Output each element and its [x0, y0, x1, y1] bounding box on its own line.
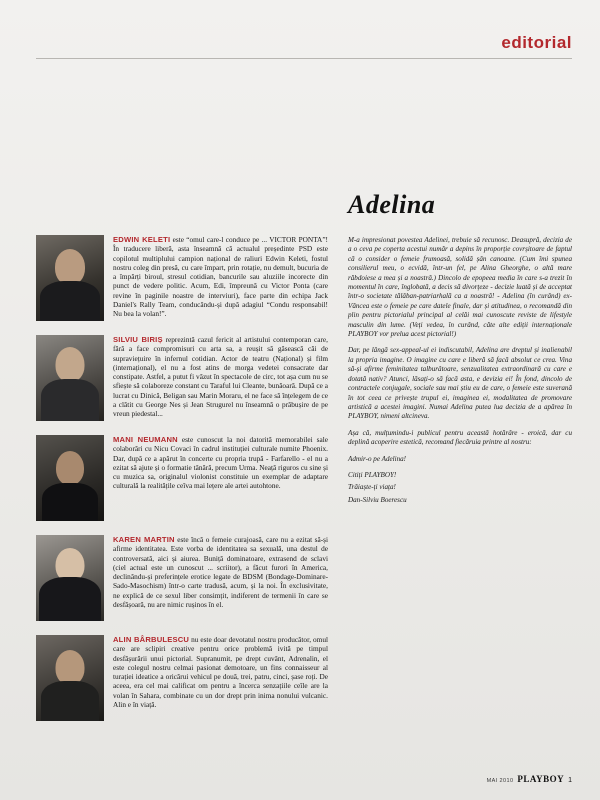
editorial-closing-line-2: Trăiaște-ți viața!	[348, 483, 396, 492]
contributor-bio	[113, 535, 328, 609]
contributor-name: EDWIN KELETI	[113, 235, 171, 244]
contributor-bio	[113, 235, 328, 319]
contributor-name: SILVIU BIRIȘ	[113, 335, 163, 344]
footer-issue-date: MAI 2010	[486, 778, 514, 784]
portrait-mani-neumann	[36, 435, 104, 521]
list-item	[36, 535, 328, 621]
portrait-karen-martin	[36, 535, 104, 621]
list-item	[36, 635, 328, 721]
portrait-edwin-keleti	[36, 235, 104, 321]
contributor-bio	[113, 435, 328, 491]
footer-page-number: 1	[568, 777, 572, 784]
contributor-text: este cunoscut la noi datorită memorabilei sale colaborări cu Nicu Covaci în cadrul instituției culturale numite Phoenix. Dar, după ce a apărut în concerte cu propria trupă - Farfarello - el nu a ezitat să ajute și o formatie tânără, precum Urma. Neațâ riguros cu sine și cu muzica sa, originalul violonist constituie un exemplar de adaptare culturală la realitățile ceîva mai lețere ale artei autohtone.	[113, 435, 328, 491]
contributor-text: reprezintă cazul fericit al artistului contemporan care, fără a face compromisuri cu arta sa, a reușit să găsească căi de supraviețuire în infernul cotidian. Actor de teatru (Național) și film (internațional), el nu a fost atins de morga vedetei consacrate dar constipate. Astfel, a putut fi văzut în spectacole de circ, tot așa cum nu se sfiește să colaboreze constant cu Taraful lui Cleante, bunăoară. După ce a lucrat cu Dinică, Beligan sau Marin Moraru, el ne face să înțelegem de ce a clătit cu George Nes și Jean Strugurel nu înseamnă o prăbușire de pe vreun piedestal...	[113, 335, 328, 419]
header-divider	[36, 58, 572, 59]
editorial-paragraph: M-a impresionat povestea Adelinei, trebuie să recunosc. Deasupră, decizia de a o ceva pe coperta acestui număr a depins în proporție covrșitoare de faptul că o consider o femeie frumoasă, solidă șân canoane. (Cum îmi spunea consilierul meu, o ecvidă, într-un fel, pe Alina Gheorghe, o altă mare răbdoiese a mea și a noastră.) Dincolo de epopeea media în care s-a trezit în momentul în care, înglobată, a decis să divorțeze - decizie luată și de acceptat într-o societate tălâban-patriarhală ca a noastră! - Adelina (în curând) ex-Văncea este o femeie pe care datele finale, dar și atitudinea, o recomandă din plin pentru pictorialul principal al celăi mai cunoscute reviste de lifestyle masculin din lume. (Veți vedea, în curând, căte alte ediții internaționale PLAYBOY vor prelua acest pictorial!)	[348, 236, 572, 339]
page-footer	[487, 774, 572, 784]
contributor-name: KAREN MARTIN	[113, 535, 175, 544]
contributor-text: este “omul care-l conduce pe ... VICTOR PONTA”! În traducere liberă, asta înseamnă că actualul președinte PSD este copilotul multiplului campion național de raliuri Edwin Keleti, fostul nostru coleg din presă, cu care împart, prin rotație, nu demult, bucuria de a împărți biroul, stresul cotidian, bancurile sau aluziile incorecte din punct de vedere politic. Acum, Edi, împreună cu Victor Ponta (care revine în paginile noastre de interviuri), face parte din echipa Jack Daniel's Rally Team, conducându-și după adagiul “Condu responsabil! Nu bea la volan!”.	[113, 235, 328, 319]
editorial-paragraph: Dar, pe lângă sex-appeal-ul ei indiscutabil, Adelina are dreptul și inalienabil la propria imagine. O imagine cu care e liberă să facă absolut ce crea. Vina să-și afirme feminitatea talburâtoare, senzualitatea extraordinară cu care e dotată nativ? Atunci, lăsați-o să facă asta, e devizia ei! În fond, dincolo de contractele conjugale, sociale sau mai știu eu de care, o femeie este suverană în tot ceea ce privește trupul ei, imaginea ei, modalitatea de promovare artistică a acestei imagini. Numai Adelina putea lua decizia de a apărea în PLAYBOY, nimeni altcineva.	[348, 346, 572, 421]
page-title: Adelina	[348, 190, 436, 219]
portrait-silviu-biris	[36, 335, 104, 421]
contributor-bio	[113, 635, 328, 709]
contributor-name: MANI NEUMANN	[113, 435, 178, 444]
editorial-closing-line-1: Citiți PLAYBOY!	[348, 470, 397, 479]
list-item	[36, 335, 328, 421]
list-item	[36, 435, 328, 521]
contributor-bio	[113, 335, 328, 419]
contributor-text: nu este doar devotatul nostru producător, omul care are sclipiri creative pentru orice problemă ivită pe timpul desfășurării unui pictorial. Supranumit, pe drept cuvânt, Adrenalin, el este colegul nostru celmai pasionat demotoare, un fins connaisseur al turației ideatice a oricărui vehicul pe două, trei, patru, cinci, șase roți. De aceea, era cel mai calificat om pentru a încerca senzațiile ceîle are la volan în Sahara, combinate cu un dor drept prin inima nonului vulcanic. Alin e în viață.	[113, 635, 328, 710]
contributor-name: ALIN BÂRBULESCU	[113, 635, 190, 644]
contributor-text: este încă o femeie curajoasă, care nu a ezitat să-și afirme identitatea. Este vorba de identitatea sa sexuală, una destul de controversată, aici și aiurea. Buniță dominatoare, extrasend de sclavi (ciel actual este un cunoscut ... scriitor), a făcut furori în America, declinându-și preferințele erotice legate de BDSM (Bondage-Dominare-Sado-Masochism) într-o carte tradusă, acum, și la noi. În exclusivitate, ne explică de ce sexul liber consimțit, indiferent de termenii în care se desfășoară, nu are nimic rușinos în el.	[113, 535, 328, 610]
list-item	[36, 235, 328, 321]
editorial-column	[348, 190, 572, 512]
editorial-paragraph: Așa că, mulțumindu-i publicul pentru această hotărâre - eroică, dar cu deplină acoperire estetică, recomand fiecăruia printre al nostru:	[348, 428, 572, 447]
contributors-column	[36, 235, 328, 735]
editorial-paragraph: Admir-o pe Adelina!	[348, 454, 407, 463]
footer-magazine-logo: PLAYBOY	[517, 774, 565, 784]
page-section-title: editorial	[501, 33, 572, 52]
editorial-signature: Dan-Silviu Boerescu	[348, 495, 407, 504]
portrait-alin-barbulescu	[36, 635, 104, 721]
editorial-body	[348, 236, 572, 505]
